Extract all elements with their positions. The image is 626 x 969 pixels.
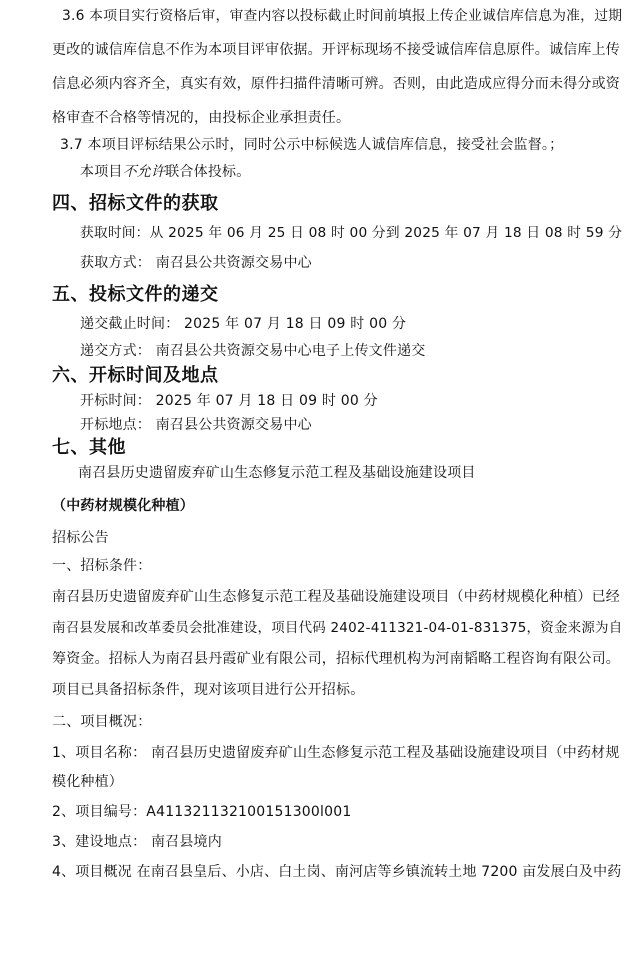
notice-title: 招标公告: [52, 530, 109, 546]
opening-place: 开标地点： 南召县公共资源交易中心: [80, 417, 312, 433]
item-2-project-number: 2、项目编号：A411321132100151300l001: [52, 804, 352, 820]
joint-bid-italic: 不允许: [122, 164, 166, 180]
conditions-heading: 一、招标条件：: [52, 558, 152, 574]
item-1-line-2: 模化种植）: [52, 774, 123, 790]
paragraph-3-6-line-2: 更改的诚信库信息不作为本项目评审依据。开评标现场不接受诚信库信息原件。诚信库上传: [52, 42, 620, 58]
project-title-line-2: （中药材规模化种植）: [52, 498, 194, 514]
submit-method: 递交方式： 南召县公共资源交易中心电子上传文件递交: [80, 343, 426, 359]
acquire-method: 获取方式： 南召县公共资源交易中心: [80, 255, 312, 271]
joint-bid-prefix: 本项目: [80, 164, 123, 180]
paragraph-3-6-line-3: 信息必须内容齐全，真实有效，原件扫描件清晰可辨。否则，由此造成应得分而未得分或资: [52, 76, 620, 92]
paragraph-3-7: 3.7 本项目评标结果公示时，同时公示中标候选人诚信库信息，接受社会监督。；: [60, 137, 564, 153]
section-6-heading: 六、开标时间及地点: [52, 365, 219, 386]
conditions-line-3: 筹资金。招标人为南召县丹霞矿业有限公司，招标代理机构为河南韬略工程咨询有限公司。: [52, 651, 620, 667]
conditions-line-4: 项目已具备招标条件，现对该项目进行公开招标。: [52, 682, 365, 698]
joint-bid-line: [80, 162, 250, 182]
item-1-line-1: 1、项目名称： 南召县历史遗留废弃矿山生态修复示范工程及基础设施建设项目（中药材规: [52, 745, 620, 761]
section-5-heading: 五、投标文件的递交: [52, 284, 219, 305]
section-7-heading: 七、其他: [52, 437, 126, 458]
overview-heading: 二、项目概况：: [52, 714, 152, 730]
project-title-line-1: 南召县历史遗留废弃矿山生态修复示范工程及基础设施建设项目: [78, 465, 476, 481]
conditions-line-1: 南召县历史遗留废弃矿山生态修复示范工程及基础设施建设项目（中药材规模化种植）已经: [52, 589, 620, 605]
acquire-time: 获取时间：从 2025 年 06 月 25 日 08 时 00 分到 2025 年 07 月 18 日 08 时 59 分: [80, 225, 623, 241]
conditions-line-2: 南召县发展和改革委员会批准建设，项目代码 2402-411321-04-01-831375，资金来源为自: [52, 620, 623, 636]
opening-time: 开标时间： 2025 年 07 月 18 日 09 时 00 分: [80, 393, 378, 409]
joint-bid-suffix: 联合体投标。: [165, 164, 251, 180]
paragraph-3-6-line-1: 3.6 本项目实行资格后审，审查内容以投标截止时间前填报上传企业诚信库信息为准，过期: [62, 8, 623, 24]
paragraph-3-6-line-4: 格审查不合格等情况的，由投标企业承担责任。: [52, 110, 351, 126]
item-4-overview: 4、项目概况 在南召县皇后、小店、白土岗、南河店等乡镇流转土地 7200 亩发展白及中药: [52, 864, 622, 880]
item-3-location: 3、建设地点： 南召县境内: [52, 834, 222, 850]
submit-deadline: 递交截止时间： 2025 年 07 月 18 日 09 时 00 分: [80, 316, 407, 332]
section-4-heading: 四、招标文件的获取: [52, 193, 219, 214]
